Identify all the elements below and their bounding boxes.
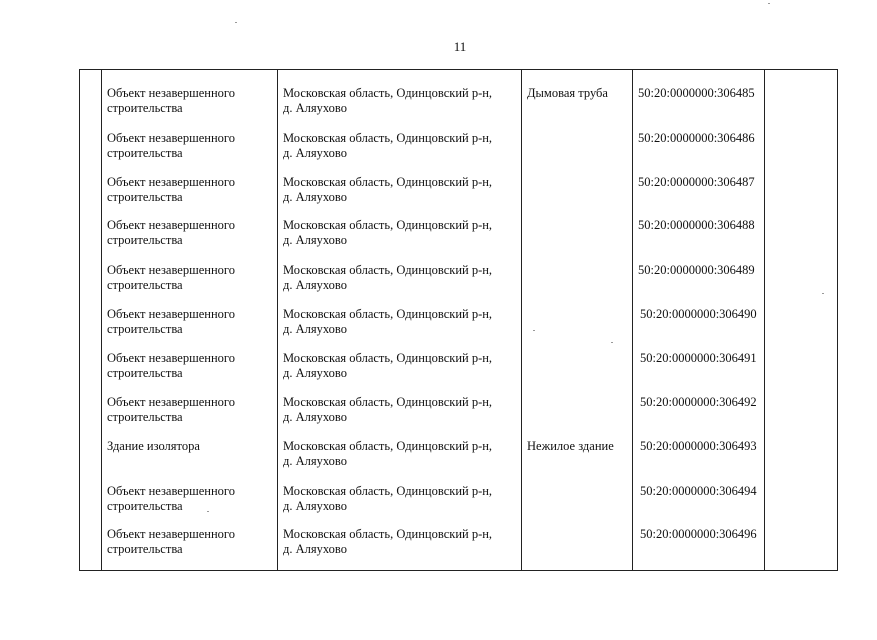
cadastral-number <box>638 263 755 278</box>
object-name <box>107 351 235 381</box>
object-address-line: д. Аляухово <box>283 499 347 513</box>
object-name-line: Объект незавершенного <box>107 307 235 321</box>
object-address-line: д. Аляухово <box>283 146 347 160</box>
object-name <box>107 263 235 293</box>
object-name-line: строительства <box>107 322 183 336</box>
object-address-line: д. Аляухово <box>283 190 347 204</box>
object-address-line: Московская область, Одинцовский р-н, <box>283 527 493 541</box>
object-name-line: строительства <box>107 410 183 424</box>
object-name <box>107 218 235 248</box>
object-name <box>107 131 235 161</box>
object-name-line: Объект незавершенного <box>107 351 235 365</box>
object-address <box>283 395 492 425</box>
object-address-line: д. Аляухово <box>283 454 347 468</box>
table-row <box>80 86 837 130</box>
scan-speck <box>235 22 237 23</box>
object-address-line: д. Аляухово <box>283 101 347 115</box>
scan-speck <box>611 342 613 343</box>
object-address <box>283 131 492 161</box>
object-address-line: Московская область, Одинцовский р-н, <box>283 263 493 277</box>
scan-speck <box>207 511 209 512</box>
object-address-line: Московская область, Одинцовский р-н, <box>283 218 493 232</box>
property-table <box>79 69 838 571</box>
cadastral-number <box>638 86 755 101</box>
cadastral-number-line: 50:20:0000000:306489 <box>638 263 755 277</box>
object-name <box>107 439 200 454</box>
object-name <box>107 175 235 205</box>
object-name <box>107 484 235 514</box>
object-name-line: Объект незавершенного <box>107 131 235 145</box>
scan-speck <box>533 330 535 331</box>
object-name-line: Объект незавершенного <box>107 484 235 498</box>
object-name-line: Объект незавершенного <box>107 527 235 541</box>
table-row <box>80 131 837 175</box>
cadastral-number-line: 50:20:0000000:306491 <box>640 351 757 365</box>
object-name <box>107 527 235 557</box>
scan-speck <box>768 3 770 4</box>
object-type-line: Нежилое здание <box>527 439 614 453</box>
cadastral-number <box>638 175 755 190</box>
cadastral-number-line: 50:20:0000000:306492 <box>640 395 757 409</box>
object-address <box>283 439 492 469</box>
object-name-line: строительства <box>107 146 183 160</box>
object-name-line: строительства <box>107 542 183 556</box>
object-address-line: д. Аляухово <box>283 233 347 247</box>
cadastral-number <box>640 484 757 499</box>
object-name-line: Объект незавершенного <box>107 175 235 189</box>
table-row <box>80 395 837 439</box>
cadastral-number-line: 50:20:0000000:306488 <box>638 218 755 232</box>
table-row <box>80 307 837 351</box>
cadastral-number-line: 50:20:0000000:306485 <box>638 86 755 100</box>
cadastral-number <box>640 351 757 366</box>
cadastral-number <box>640 395 757 410</box>
object-type <box>527 86 608 101</box>
object-address <box>283 307 492 337</box>
table-row <box>80 439 837 483</box>
object-name-line: строительства <box>107 101 183 115</box>
object-address-line: д. Аляухово <box>283 322 347 336</box>
object-address-line: д. Аляухово <box>283 366 347 380</box>
cadastral-number-line: 50:20:0000000:306494 <box>640 484 757 498</box>
object-name-line: строительства <box>107 190 183 204</box>
object-address <box>283 86 492 116</box>
table-row <box>80 527 837 571</box>
object-name-line: Объект незавершенного <box>107 218 235 232</box>
object-address <box>283 527 492 557</box>
object-address <box>283 351 492 381</box>
object-type <box>527 439 614 454</box>
object-name-line: Объект незавершенного <box>107 86 235 100</box>
object-name-line: строительства <box>107 366 183 380</box>
page-number: 11 <box>453 39 467 54</box>
object-address-line: Московская область, Одинцовский р-н, <box>283 307 493 321</box>
object-address-line: д. Аляухово <box>283 542 347 556</box>
cadastral-number <box>638 131 755 146</box>
cadastral-number <box>638 218 755 233</box>
object-address <box>283 263 492 293</box>
object-name-line: строительства <box>107 499 183 513</box>
object-address-line: Московская область, Одинцовский р-н, <box>283 395 493 409</box>
cadastral-number <box>640 527 757 542</box>
scan-speck <box>822 293 824 294</box>
table-row <box>80 484 837 528</box>
table-row <box>80 263 837 307</box>
object-name-line: строительства <box>107 278 183 292</box>
object-address <box>283 484 492 514</box>
object-address <box>283 175 492 205</box>
object-address-line: Московская область, Одинцовский р-н, <box>283 484 493 498</box>
object-address-line: Московская область, Одинцовский р-н, <box>283 351 493 365</box>
cadastral-number-line: 50:20:0000000:306493 <box>640 439 757 453</box>
cadastral-number <box>640 307 757 322</box>
object-address-line: Московская область, Одинцовский р-н, <box>283 175 493 189</box>
cadastral-number-line: 50:20:0000000:306487 <box>638 175 755 189</box>
object-name-line: Здание изолятора <box>107 439 200 453</box>
object-name-line: строительства <box>107 233 183 247</box>
object-name <box>107 307 235 337</box>
object-address-line: д. Аляухово <box>283 278 347 292</box>
object-name <box>107 395 235 425</box>
table-row <box>80 351 837 395</box>
object-name-line: Объект незавершенного <box>107 263 235 277</box>
cadastral-number-line: 50:20:0000000:306486 <box>638 131 755 145</box>
object-address-line: Московская область, Одинцовский р-н, <box>283 439 493 453</box>
object-address-line: Московская область, Одинцовский р-н, <box>283 86 493 100</box>
object-address-line: Московская область, Одинцовский р-н, <box>283 131 493 145</box>
cadastral-number-line: 50:20:0000000:306496 <box>640 527 757 541</box>
object-address-line: д. Аляухово <box>283 410 347 424</box>
table-row <box>80 175 837 219</box>
cadastral-number-line: 50:20:0000000:306490 <box>640 307 757 321</box>
object-name-line: Объект незавершенного <box>107 395 235 409</box>
object-address <box>283 218 492 248</box>
object-type-line: Дымовая труба <box>527 86 608 100</box>
table-row <box>80 218 837 262</box>
object-name <box>107 86 235 116</box>
cadastral-number <box>640 439 757 454</box>
